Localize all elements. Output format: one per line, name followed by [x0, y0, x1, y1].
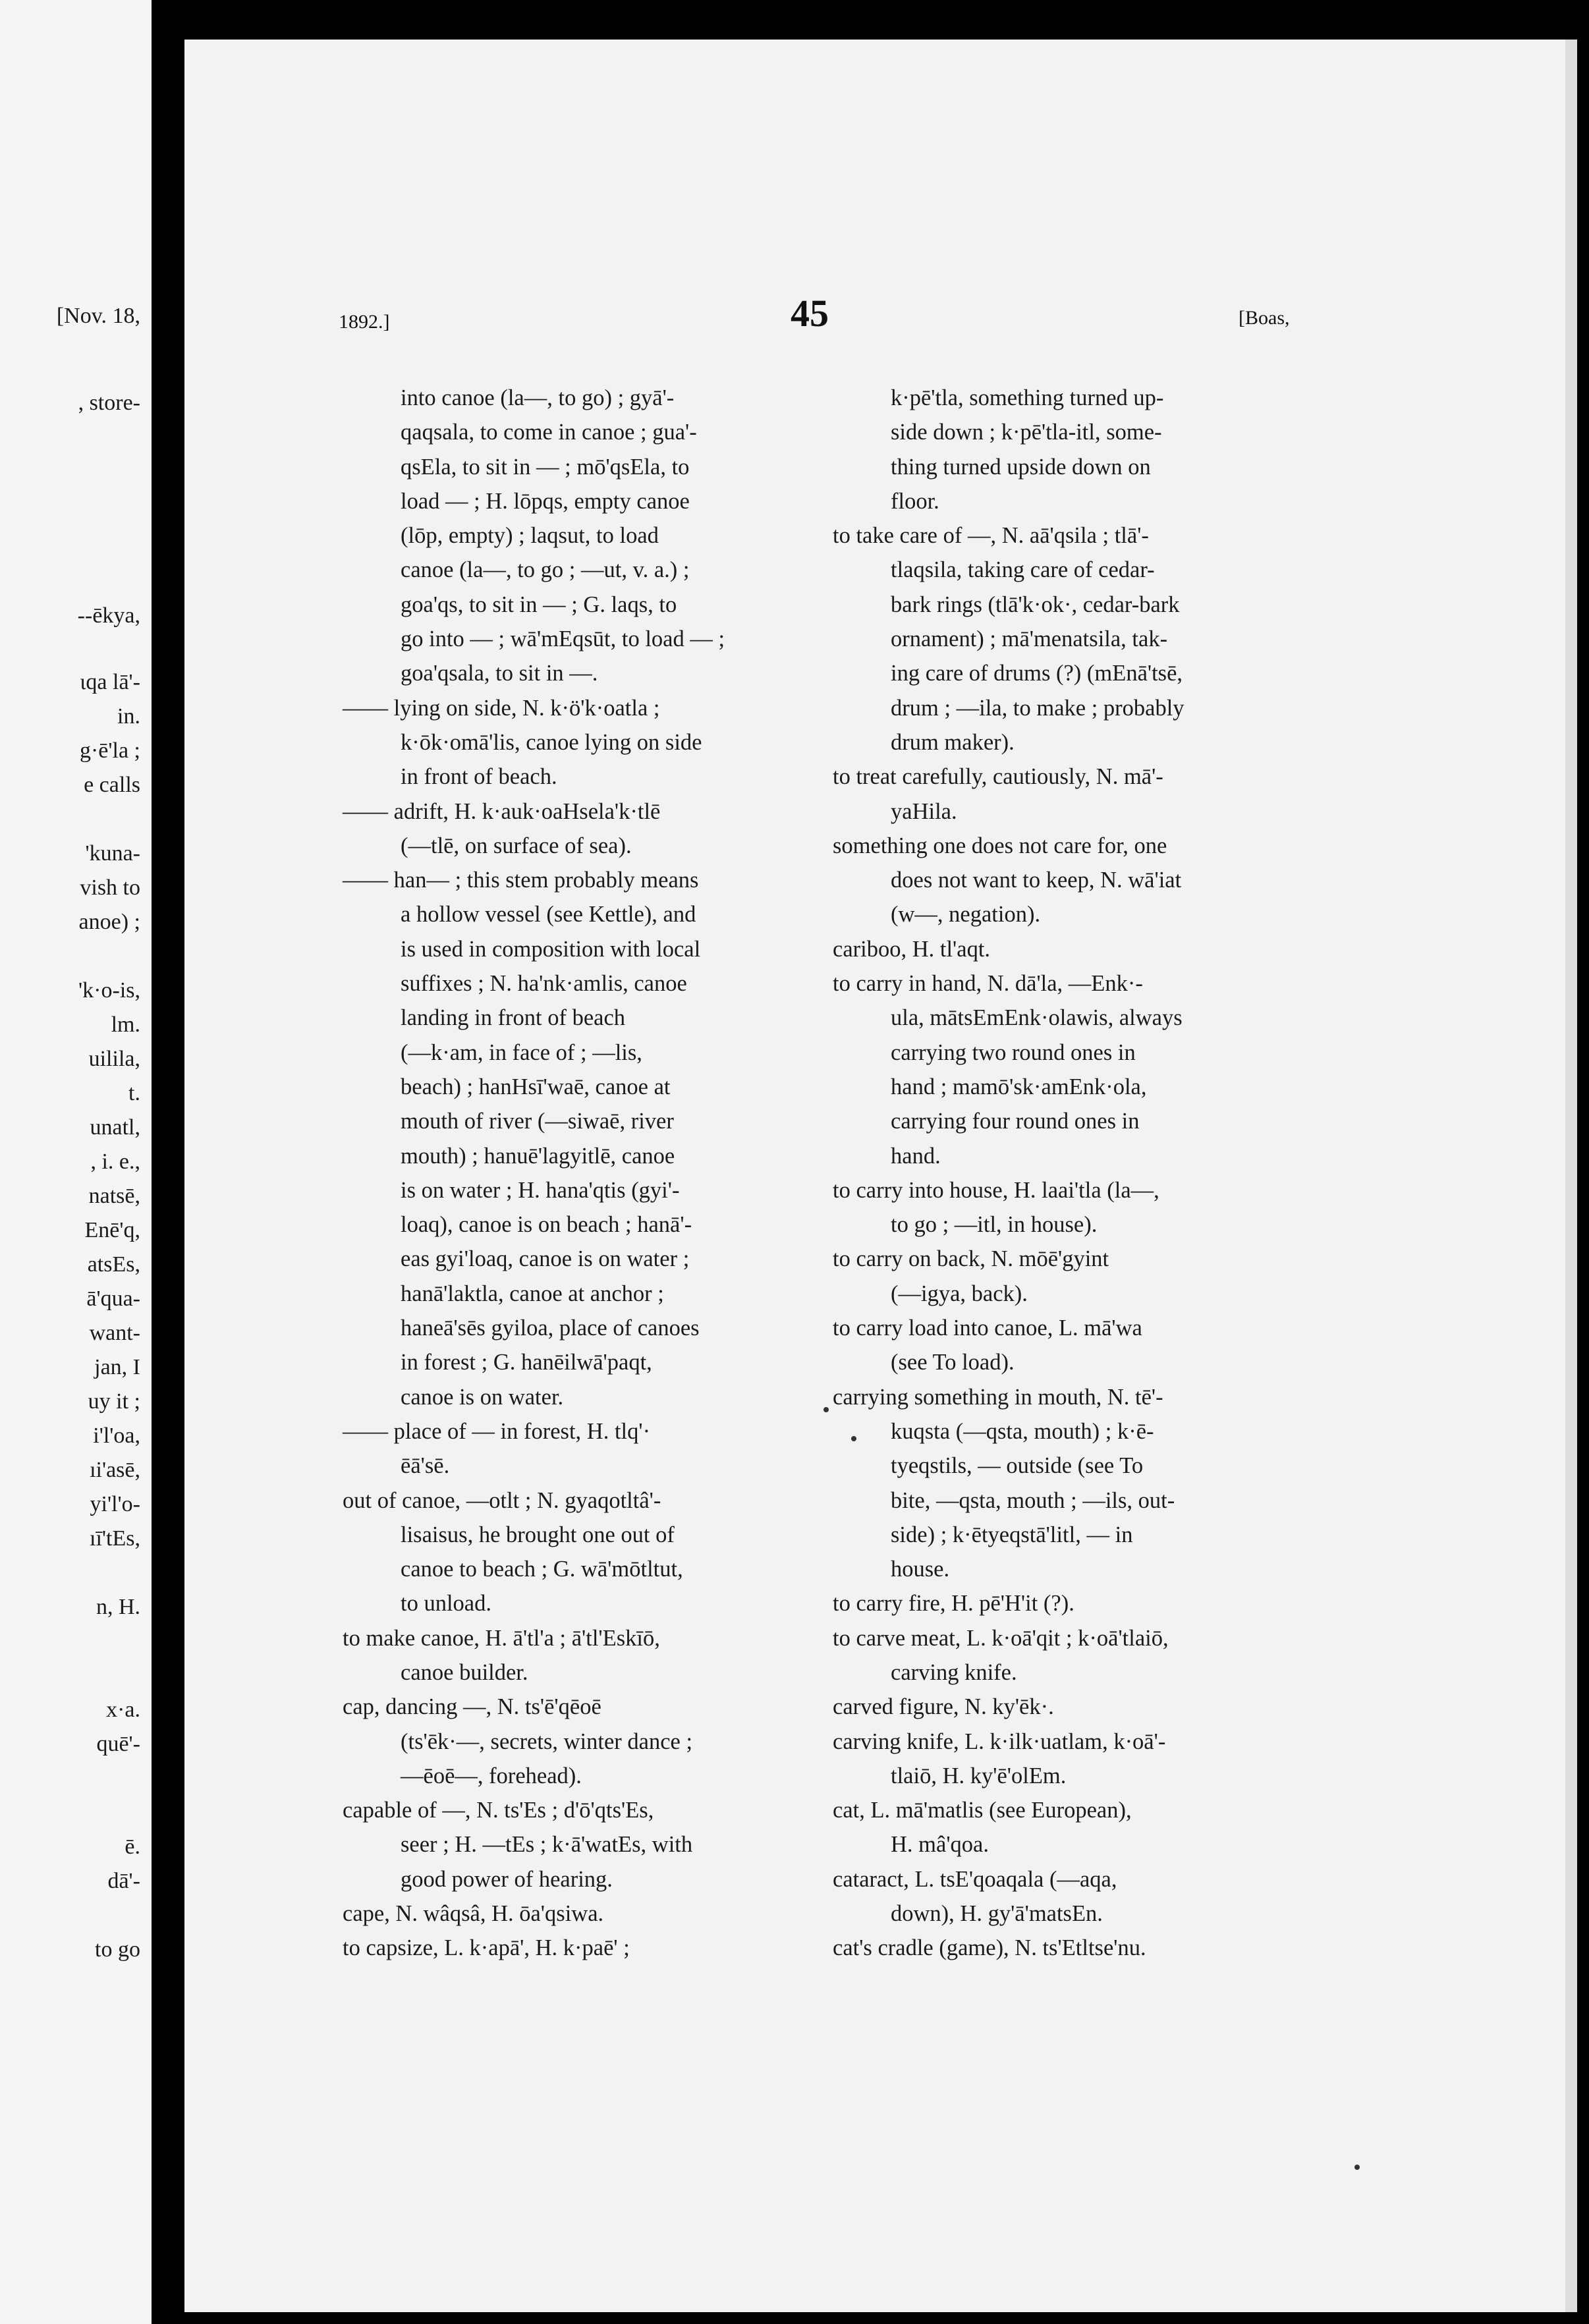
entry-line: something one does not care for, one: [833, 833, 1167, 858]
entry-line: H. mâ'qoa.: [891, 1832, 989, 1858]
entry-line: tyeqstils, — outside (see To: [891, 1453, 1144, 1479]
previous-page-fragment: quē'-: [96, 1732, 140, 1756]
entry-line: capable of —, N. ts'Es ; d'ō'qts'Es,: [343, 1798, 654, 1823]
previous-page-fragment: jan, I: [94, 1355, 140, 1379]
previous-page-fragment: ā'qua-: [86, 1286, 140, 1311]
previous-page-fragment: ıī'tEs,: [90, 1526, 140, 1551]
previous-page-fragment: in.: [117, 704, 140, 729]
entry-line: bark rings (tlā'k·ok·, cedar-bark: [891, 592, 1180, 617]
left-column: [343, 381, 809, 1966]
entry-line: hand.: [891, 1143, 941, 1169]
previous-page-fragment: uilila,: [88, 1047, 140, 1071]
entry-line: —— han— ; this stem probably means: [343, 868, 699, 893]
entry-line: eas gyi'loaq, canoe is on water ;: [401, 1246, 690, 1272]
entry-line: house.: [891, 1557, 950, 1582]
entry-line: (—k·am, in face of ; —lis,: [401, 1039, 642, 1065]
entry-line: cat's cradle (game), N. ts'Etltse'nu.: [833, 1935, 1146, 1961]
previous-page-fragment: x·a.: [106, 1698, 140, 1722]
entry-line: to carry on back, N. mōē'gyint: [833, 1246, 1109, 1272]
entry-line: carrying two round ones in: [891, 1039, 1136, 1065]
previous-page-fragment: atsEs,: [87, 1252, 140, 1277]
previous-page-fragment: e calls: [84, 773, 140, 797]
previous-page-edge: [0, 0, 152, 2324]
entry-line: qsEla, to sit in — ; mō'qsEla, to: [401, 454, 690, 480]
entry-line: carving knife.: [891, 1659, 1017, 1685]
entry-line: to go ; —itl, in house).: [891, 1212, 1098, 1238]
entry-line: to take care of —, N. aā'qsila ; tlā'-: [833, 523, 1149, 549]
entry-line: go into — ; wā'mEqsūt, to load — ;: [401, 626, 725, 652]
entry-line: goa'qsala, to sit in —.: [401, 661, 598, 686]
entry-line: qaqsala, to come in canoe ; gua'-: [401, 420, 697, 445]
entry-line: hanā'laktla, canoe at anchor ;: [401, 1281, 664, 1306]
page-number: 45: [791, 292, 829, 335]
entry-line: mouth) ; hanuē'lagyitlē, canoe: [401, 1143, 675, 1169]
entry-line: ing care of drums (?) (mEnā'tsē,: [891, 661, 1183, 686]
entry-line: out of canoe, —otlt ; N. gyaqotltâ'-: [343, 1487, 661, 1513]
previous-page-fragment: unatl,: [90, 1115, 140, 1140]
entry-line: to carry fire, H. pē'H'it (?).: [833, 1591, 1074, 1617]
previous-page-fragment: ιqa lā'-: [80, 670, 140, 694]
entry-line: (—igya, back).: [891, 1281, 1028, 1306]
entry-line: canoe (la—, to go ; —ut, v. a.) ;: [401, 557, 690, 583]
right-column: [833, 381, 1306, 1966]
previous-page-fragment: n, H.: [96, 1595, 140, 1619]
entry-line: cariboo, H. tl'aqt.: [833, 936, 991, 962]
entry-line: ula, mātsEmEnk·olawis, always: [891, 1005, 1183, 1031]
entry-line: mouth of river (—siwaē, river: [401, 1109, 674, 1134]
entry-line: (ts'ēk·—, secrets, winter dance ;: [401, 1729, 693, 1754]
previous-page-fragment: ıi'asē,: [90, 1458, 140, 1482]
previous-page-fragment: anoe) ;: [78, 910, 140, 934]
entry-line: lisaisus, he brought one out of: [401, 1522, 675, 1547]
previous-page-fragment: 'kuna-: [85, 841, 140, 866]
entry-line: drum ; —ila, to make ; probably: [891, 695, 1185, 721]
entry-line: k·pē'tla, something turned up-: [891, 385, 1164, 410]
previous-page-fragment: vish to: [80, 875, 140, 900]
entry-line: canoe is on water.: [401, 1384, 564, 1410]
entry-line: into canoe (la—, to go) ; gyā'-: [401, 385, 675, 410]
entry-line: hand ; mamō'sk·amEnk·ola,: [891, 1074, 1147, 1099]
previous-page-fragment: ē.: [125, 1835, 140, 1859]
previous-page-fragment: , i. e.,: [90, 1149, 140, 1174]
entry-line: to unload.: [401, 1591, 491, 1617]
entry-line: carrying something in mouth, N. tē'-: [833, 1384, 1163, 1410]
entry-line: drum maker).: [891, 729, 1015, 755]
entry-line: tlaqsila, taking care of cedar-: [891, 557, 1155, 583]
entry-line: carrying four round ones in: [891, 1109, 1140, 1134]
entry-line: ēā'sē.: [401, 1453, 450, 1479]
entry-line: to carve meat, L. k·oā'qit ; k·oā'tlaiō,: [833, 1625, 1169, 1651]
margin-dot: [823, 1407, 829, 1412]
previous-page-fragment: uy it ;: [88, 1389, 140, 1414]
entry-line: goa'qs, to sit in — ; G. laqs, to: [401, 592, 677, 617]
entry-line: floor.: [891, 488, 939, 514]
entry-line: haneā'sēs gyiloa, place of canoes: [401, 1315, 700, 1341]
entry-line: cat, L. mā'matlis (see European),: [833, 1798, 1132, 1823]
entry-line: canoe to beach ; G. wā'mōtltut,: [401, 1557, 683, 1582]
entry-line: ornament) ; mā'menatsila, tak-: [891, 626, 1168, 652]
entry-line: load — ; H. lōpqs, empty canoe: [401, 488, 690, 514]
previous-page-fragment: want-: [89, 1321, 140, 1345]
entry-line: side down ; k·pē'tla-itl, some-: [891, 420, 1162, 445]
entry-line: good power of hearing.: [401, 1866, 613, 1892]
previous-page-fragment: g·ē'la ;: [79, 738, 140, 763]
previous-page-fragment: dā'-: [107, 1869, 140, 1893]
previous-page-fragment: natsē,: [88, 1184, 140, 1208]
entry-line: carving knife, L. k·ilk·uatlam, k·oā'-: [833, 1729, 1166, 1754]
previous-page-fragment: 'k·o-is,: [78, 978, 140, 1003]
margin-dot: [1354, 2165, 1360, 2170]
entry-line: carved figure, N. ky'ēk·.: [833, 1694, 1054, 1720]
previous-page-fragment: yi'l'o-: [90, 1492, 140, 1516]
entry-line: in forest ; G. hanēilwā'paqt,: [401, 1350, 652, 1375]
previous-page-fragment: --ēkya,: [77, 603, 140, 628]
previous-page-fragment: to go: [95, 1937, 140, 1962]
entry-line: landing in front of beach: [401, 1005, 626, 1031]
header-author: [Boas,: [1239, 307, 1290, 329]
entry-line: cataract, L. tsE'qoaqala (—aqa,: [833, 1866, 1117, 1892]
entry-line: beach) ; hanHsī'waē, canoe at: [401, 1074, 671, 1099]
entry-line: bite, —qsta, mouth ; —ils, out-: [891, 1487, 1175, 1513]
entry-line: (lōp, empty) ; laqsut, to load: [401, 523, 659, 549]
entry-line: —— adrift, H. k·auk·oaHsela'k·tlē: [343, 798, 661, 824]
entry-line: cap, dancing —, N. ts'ē'qēoē: [343, 1694, 601, 1720]
entry-line: —— lying on side, N. k·ö'k·oatla ;: [343, 695, 660, 721]
entry-line: to carry in hand, N. dā'la, —Enk·-: [833, 971, 1143, 997]
entry-line: a hollow vessel (see Kettle), and: [401, 902, 696, 927]
entry-line: loaq), canoe is on beach ; hanā'-: [401, 1212, 692, 1238]
entry-line: cape, N. wâqsâ, H. ōa'qsiwa.: [343, 1901, 604, 1927]
entry-line: side) ; k·ētyeqstā'litl, — in: [891, 1522, 1133, 1547]
entry-line: yaHila.: [891, 798, 957, 824]
entry-line: (—tlē, on surface of sea).: [401, 833, 632, 858]
entry-line: k·ōk·omā'lis, canoe lying on side: [401, 729, 702, 755]
entry-line: —ēoē—, forehead).: [401, 1763, 582, 1788]
entry-line: seer ; H. —tEs ; k·ā'watEs, with: [401, 1832, 693, 1858]
entry-line: (see To load).: [891, 1350, 1015, 1375]
entry-line: (w—, negation).: [891, 902, 1041, 927]
entry-line: to treat carefully, cautiously, N. mā'-: [833, 764, 1163, 790]
entry-line: to carry load into canoe, L. mā'wa: [833, 1315, 1142, 1341]
entry-line: down), H. gy'ā'matsEn.: [891, 1901, 1103, 1927]
entry-line: —— place of — in forest, H. tlq'·: [343, 1418, 651, 1444]
previous-page-fragment: , store-: [78, 391, 140, 415]
entry-line: thing turned upside down on: [891, 454, 1151, 480]
previous-page-fragment: Enē'q,: [84, 1218, 140, 1242]
entry-line: is on water ; H. hana'qtis (gyi'-: [401, 1177, 680, 1203]
entry-line: suffixes ; N. ha'nk·amlis, canoe: [401, 971, 687, 997]
margin-dot: [851, 1436, 856, 1441]
previous-page-fragment: [Nov. 18,: [56, 304, 140, 328]
entry-line: to carry into house, H. laai'tla (la—,: [833, 1177, 1159, 1203]
entry-line: to make canoe, H. ā'tl'a ; ā'tl'Eskīō,: [343, 1625, 660, 1651]
previous-page-fragment: lm.: [111, 1012, 140, 1037]
entry-line: tlaiō, H. ky'ē'olEm.: [891, 1763, 1067, 1788]
entry-line: kuqsta (—qsta, mouth) ; k·ē-: [891, 1418, 1154, 1444]
header-year: 1892.]: [339, 311, 390, 333]
previous-page-fragment: i'l'oa,: [93, 1424, 140, 1448]
entry-line: does not want to keep, N. wā'iat: [891, 868, 1182, 893]
previous-page-fragment: t.: [128, 1081, 140, 1105]
entry-line: to capsize, L. k·apā', H. k·paē' ;: [343, 1935, 630, 1961]
entry-line: is used in composition with local: [401, 936, 701, 962]
entry-line: in front of beach.: [401, 764, 557, 790]
entry-line: canoe builder.: [401, 1659, 528, 1685]
